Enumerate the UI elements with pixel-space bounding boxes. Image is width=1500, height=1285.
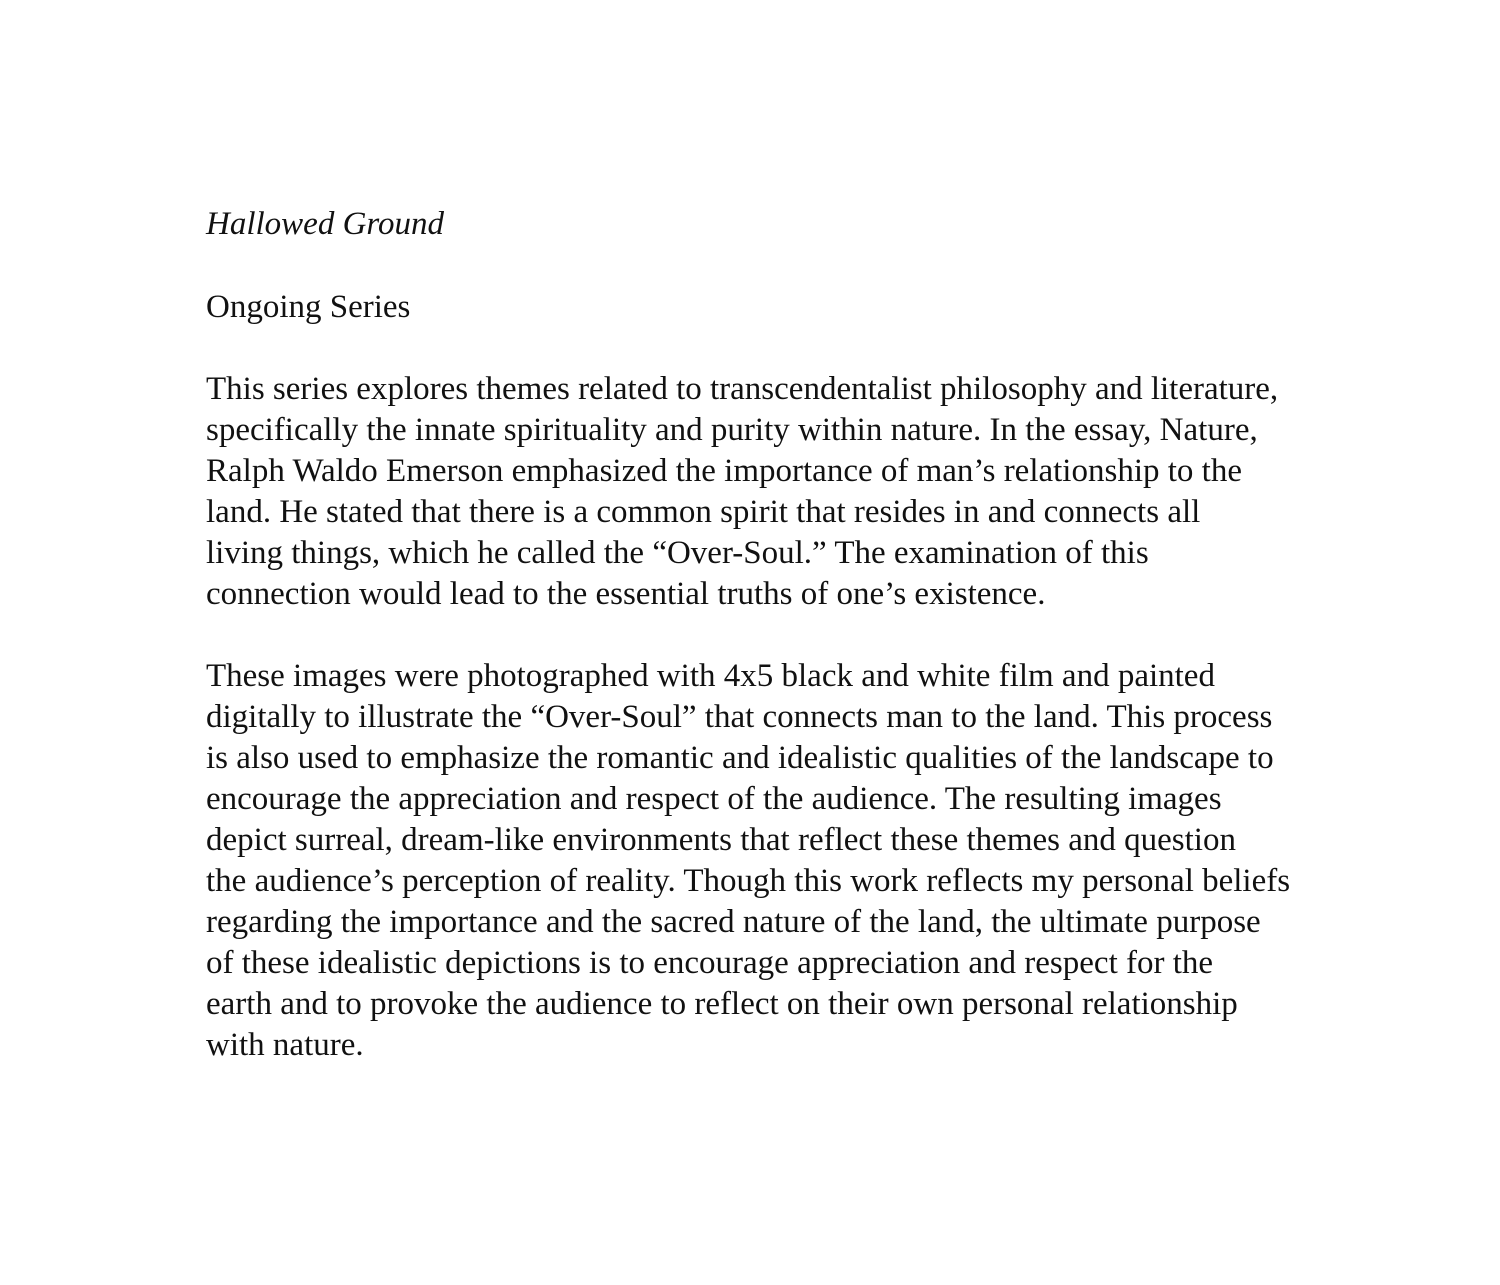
paragraph-line: depict surreal, dream-like environments that reflect these themes and question (206, 822, 1236, 858)
paragraph-line: digitally to illustrate the “Over-Soul” that connects man to the land. This process (206, 699, 1273, 735)
paragraph-line: connection would lead to the essential truths of one’s existence. (206, 576, 1046, 612)
paragraph-line: living things, which he called the “Over-Soul.” The examination of this (206, 535, 1149, 571)
series-title: Hallowed Ground (206, 206, 445, 242)
paragraph-process (206, 656, 1316, 1066)
paragraph-line: of these idealistic depictions is to encourage appreciation and respect for the (206, 945, 1214, 981)
paragraph-line: This series explores themes related to transcendentalist philosophy and literature, (206, 371, 1279, 407)
document-page (206, 204, 1316, 1107)
paragraph-line: Ralph Waldo Emerson emphasized the importance of man’s relationship to the (206, 453, 1242, 489)
paragraph-line: with nature. (206, 1027, 364, 1063)
paragraph-line: encourage the appreciation and respect of the audience. The resulting images (206, 781, 1222, 817)
paragraph-line: is also used to emphasize the romantic and idealistic qualities of the landscape to (206, 740, 1274, 776)
paragraph-line: regarding the importance and the sacred nature of the land, the ultimate purpose (206, 904, 1261, 940)
paragraph-intro (206, 369, 1316, 615)
series-subtitle: Ongoing Series (206, 289, 411, 325)
paragraph-line: These images were photographed with 4x5 black and white film and painted (206, 658, 1215, 694)
paragraph-line: earth and to provoke the audience to reflect on their own personal relationship (206, 986, 1238, 1022)
paragraph-line: specifically the innate spirituality and purity within nature. In the essay, Nature, (206, 412, 1258, 448)
paragraph-line: the audience’s perception of reality. Though this work reflects my personal beliefs (206, 863, 1291, 899)
paragraph-line: land. He stated that there is a common spirit that resides in and connects all (206, 494, 1201, 530)
